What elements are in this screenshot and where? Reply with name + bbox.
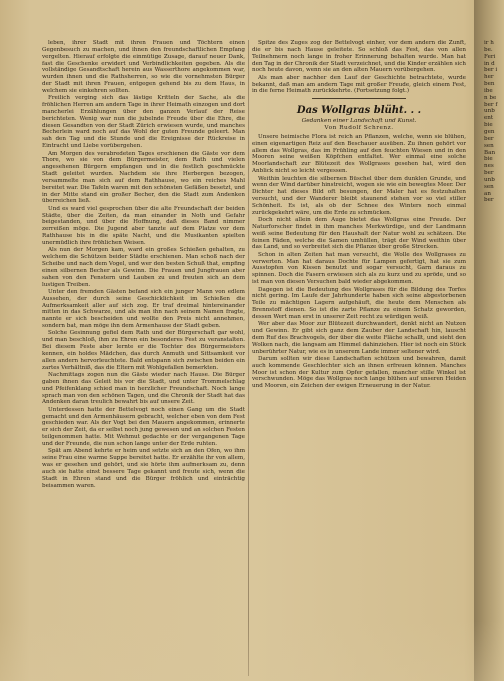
edge-line: ber f — [484, 101, 498, 108]
edge-line: Feri — [484, 53, 496, 60]
left-paragraph: Spät am Abend kehrte er heim und setzte sich an den Ofen, wo ihm seine Frau eine warme Suppe bereitet hatte. Er erzählte ihr von allem, was er gesehen und gehört, und sie hörte ihm aufmerksam zu, denn auch sie hatte einst bessere Tage gekannt und freute sich, wenn die Stadt in Ehren stand und die Bürger fröhlich und einträchtig beisammen waren. — [42, 448, 245, 489]
edge-line: in d — [484, 60, 495, 67]
article-title: Das Wollgras blüht. . . — [296, 105, 422, 117]
edge-line: ber — [484, 197, 494, 204]
edge-line: unb — [484, 108, 495, 115]
edge-line: ir h — [484, 40, 494, 46]
article-subtitle: Gedanken einer Landschaft und Kunst. — [301, 118, 417, 125]
left-paragraph: Solche Gesinnung gefiel dem Rath und der Bürgerschaft gar wohl, und man beschloß, ihm zu Ehren ein besonderes Fest zu veranstalten. Bei diesem Feste aber lernte er die Tochter des Bürgermeisters kennen, ein holdes Mädchen, das durch Anmuth und Sittsamkeit vor allen andern hervorleuchtete. Bald entspann sich zwischen beiden ein zartes Verhältniß, das die Eltern mit Wohlgefallen bemerkten. — [42, 330, 245, 371]
article-paragraph: Wer aber das Moor zur Blütezeit durchwandert, denkt nicht an Nutzen und Gewinn. Er gibt sich ganz dem Zauber der Landschaft hin, lauscht dem Ruf des Brachvogels, der über die weite Fläche schallt, und sieht den Wolken nach, die langsam am Himmel dahinziehen. Hier ist noch ein Stück unberührter Natur, wie es in unserem Lande immer seltener wird. — [252, 321, 466, 355]
edge-line: an — [484, 190, 491, 197]
edge-line: her — [484, 74, 494, 81]
article-paragraph: Doch nicht allein dem Auge bietet das Wollgras eine Freude. Der Naturforscher findet in ihm manches Merkwürdige, und der Landmann weiß seine Bedeutung für den Haushalt der Natur wohl zu schätzen. Die feinen Fäden, welche die Samen umhüllen, trägt der Wind weithin über das Land, und so verbreitet sich die Pflanze über große Strecken. — [252, 217, 466, 251]
edge-line: bie — [484, 156, 493, 163]
left-column — [42, 40, 245, 676]
article-paragraph: Schon in alten Zeiten hat man versucht, die Wolle des Wollgrases zu verwerten. Man hat daraus Dochte für Lampen gefertigt, hat sie zum Ausstopfen von Kissen benutzt und sogar versucht, Garn daraus zu spinnen. Doch die Fasern erwiesen sich als zu kurz und zu spröde, und so ist man von diesen Versuchen bald wieder abgekommen. — [252, 251, 466, 286]
edge-line: ber — [484, 135, 494, 142]
article-paragraph: Weithin leuchten die silbernen Büschel über dem dunklen Grunde, und wenn der Wind darüber hinstreicht, wogen sie wie ein bewegtes Meer. Der Dichter hat dieses Bild oft besungen, der Maler hat es festzuhalten versucht, und der Wanderer bleibt staunend stehen vor so viel stiller Schönheit. Es ist, als ob der Schnee des Winters noch einmal zurückgekehrt wäre, um die Erde zu schmücken. — [252, 175, 466, 216]
edge-line: bie — [484, 122, 493, 129]
left-paragraph: Unter den fremden Gästen befand sich ein junger Mann von edlem Aussehen, der durch seine Geschicklichkeit im Schießen die Aufmerksamkeit aller auf sich zog. Er traf dreimal hintereinander mitten in das Schwarze, und als man ihn nach seinem Namen fragte, nannte er sich bescheiden und wollte den Preis nicht annehmen, sondern bat, man möge ihn dem Armenhause der Stadt geben. — [42, 288, 245, 330]
left-paragraph: Unterdessen hatte der Bettelvogt noch einen Gang um die Stadt gemacht und den Armenhäusern gebracht, welcher eben von dem Fest geschieden war. Als der Vogt bei den Mauern angekommen, erinnerte er sich der Zeit, da er selbst noch jung gewesen und an solchen Festen teilgenommen hatte. Mit Wehmut gedachte er der vergangenen Tage und der Freunde, die nun schon lange unter der Erde ruhten. — [42, 406, 245, 447]
left-paragraph: leben, ihrer Stadt mit ihren Frauen und Töchtern einen Gegenbesuch zu machen, und ihnen den freundschaftlichen Empfang vergelten. Hierauf erfolgte die einmütige Zusage, darauf neuer Dank, fast die Geschenke erwidert und Verbindlichkeiten gegeben. Als die vollständige Gesandtschaft herein aus Wasserthore angekommen war, wurden ihnen und die Rathsherren, so wie die vornehmsten Bürger der Stadt mit ihren Frauen, entgegen gehend bis zu dem Haus, in welchem sie einkehren sollten. — [42, 40, 245, 94]
article-paragraph: Darum sollten wir diese Landschaften schützen und bewahren, damit auch kommende Geschlechter sich an ihnen erfreuen können. Manches Moor ist schon der Kultur zum Opfer gefallen, mancher stille Winkel ist verschwunden. Möge das Wollgras noch lange blühen auf unseren Heiden und Mooren, ein Zeichen der ewigen Erneuerung in der Natur. — [252, 355, 466, 390]
edge-line: ber — [484, 170, 494, 177]
edge-line: be. — [484, 46, 493, 53]
article-byline: Von Rudolf Schrenz. — [324, 125, 394, 132]
edge-line: nes — [484, 163, 494, 170]
left-paragraph: Nachmittags zogen nun die Gäste wieder nach Hause. Die Bürger gaben ihnen das Geleit bis vor die Stadt, und unter Trommelschlag und Pfeifenklang schied man in herzlicher Freundschaft. Noch lange sprach man von den schönen Tagen, und die Chronik der Stadt hat das Andenken daran treulich bewahrt bis auf unsere Zeit. — [42, 372, 245, 406]
edge-line: ibe — [484, 87, 493, 94]
edge-line: unb — [484, 176, 495, 183]
edge-line: ber i — [484, 67, 498, 74]
left-paragraph: Als nun der Morgen kam, ward ein großes Schießen gehalten, zu welchem die Schützen beider Städte erschienen. Man schoß nach der Scheibe und nach dem Vogel, und wer den besten Schuß that, empfing einen silbernen Becher als Gewinn. Die Frauen und Jungfrauen aber sahen von den Fenstern und Lauben zu und freuten sich an dem lustigen Treiben. — [42, 247, 245, 288]
edge-line: Ban — [484, 149, 496, 156]
section-divider — [312, 98, 406, 99]
article-paragraph: Dagegen ist die Bedeutung des Wollgrases für die Bildung des Torfes nicht gering. Im Laufe der Jahrhunderte haben sich seine abgestorbenen Teile zu mächtigen Lagern aufgehäuft, die heute dem Menschen als Brennstoff dienen. So ist die zarte Pflanze zu einem Schatz geworden, dessen Wert man erst in unserer Zeit recht zu würdigen weiß. — [252, 286, 466, 320]
edge-line: n be — [484, 94, 497, 101]
right-column — [252, 40, 466, 676]
right-intro-paragraph: Spitze des Zuges zog der Bettelvogt einher, vor dem andern die Zunft, die er bis nach Hause geleitete. So schloß das Fest, das von allen Teilnehmern noch lange in froher Erinnerung behalten wurde. Man hat den Tag in der Chronik der Stadt verzeichnet, und die Kinder erzählen sich noch heute davon, wenn sie an den alten Mauern vorübergehen. — [252, 40, 466, 74]
column-divider — [248, 40, 249, 676]
next-page-edge-column — [484, 40, 504, 676]
edge-line: ent — [484, 115, 494, 122]
left-paragraph: Und es ward viel gesprochen über die alte Freundschaft der beiden Städte, über die Zeiten, da man einander in Noth und Gefahr beigestanden, und über die Hoffnung, daß dieses Band nimmer zerreißen möge. Die Jugend aber tanzte auf dem Platze vor dem Rathhause bis in die späte Nacht, und die Musikanten spielten unermüdlich ihre fröhlichen Weisen. — [42, 205, 245, 246]
right-intro-paragraph: Als man aber nachher den Lauf der Geschichte betrachtete, wurde bekannt, daß man am andern Tage mit großer Freude, gleich einem Fest, in die ferne Heimath zurückkehrte. (Fortsetzung folgt.) — [252, 74, 466, 95]
edge-line: sen — [484, 183, 494, 190]
edge-line: gen — [484, 128, 495, 135]
left-paragraph: Freilich verging sich das lästige Kritteln der Sache, als die fröhlichen Herren am andern Tage in ihrer Heimath einzogen und dort mancherlei Erzählungen über den ganzen Verlauf der Reise berichteten. Wenig war nun die jubelnde Freude über die Ehre, die diesen Gesandten von der Stadt Zürich erwiesen wurde, und manches Becherlein ward noch auf das Wohl der guten Freunde geleert. Man sah den Tag und die Stunde und die Ereignisse der Rückreise in Eintracht und Liebe vorübergehen. — [42, 95, 245, 150]
edge-line: ben — [484, 81, 495, 88]
article-paragraph: Unsere heimische Flora ist reich an Pflanzen, welche, wenn sie blühen, einen eigenartigen Reiz auf den Beschauer ausüben. Zu ihnen gehört vor allem das Wollgras, das im Frühling auf den feuchten Wiesen und in den Mooren seine weißen Köpfchen entfaltet. Wer einmal eine solche Moorlandschaft zur Blütezeit des Wollgrases gesehen hat, wird den Anblick nicht so leicht vergessen. — [252, 133, 466, 175]
edge-line: sen — [484, 142, 494, 149]
left-paragraph: Am Morgen des verabredeten Tages erschienen die Gäste vor dem Thore, wo sie von dem Bürgermeister, dem Rath und vielen angesehenen Bürgern empfangen und in die festlich geschmückte Stadt geleitet wurden. Nachdem sie ihre Herbergen bezogen, versammelte man sich auf dem Rathhause, wo ein reiches Mahl bereitet war. Die Tafeln waren mit den schönsten Gefäßen besetzt, und in der Mitte stand ein großer Becher, den die Stadt zum Andenken überreichen ließ. — [42, 150, 245, 205]
